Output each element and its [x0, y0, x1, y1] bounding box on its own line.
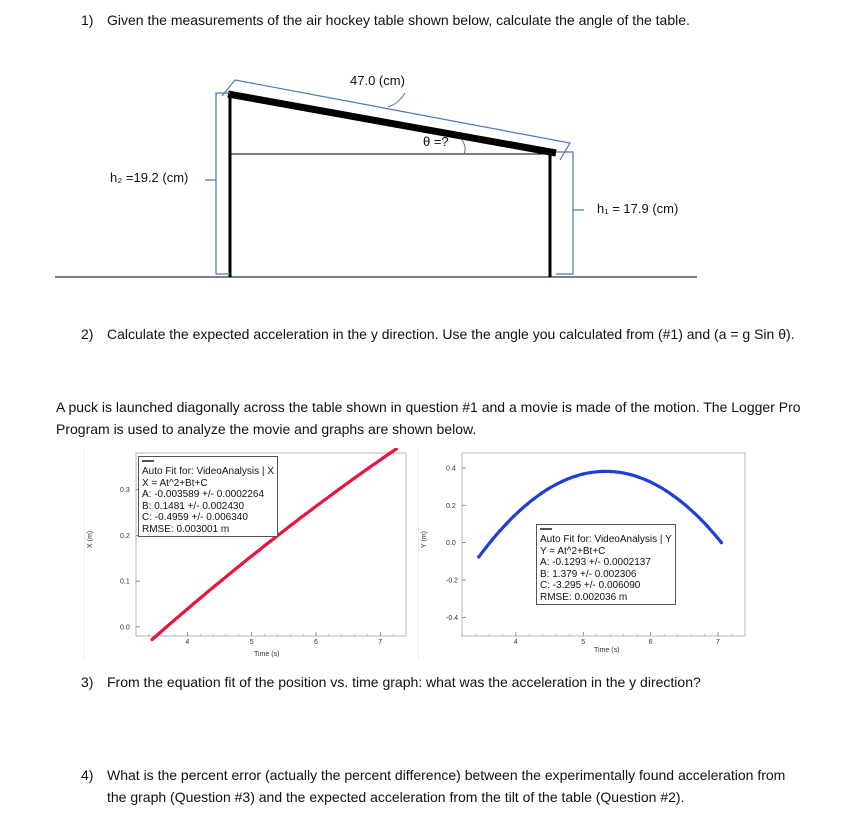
data-point [220, 579, 223, 582]
x-tick-label: 6 [648, 639, 653, 646]
y-tick-label: -0.2 [446, 577, 459, 585]
data-point [616, 471, 619, 474]
fit-c: C: -3.295 +/- 0.006090 [540, 580, 641, 591]
data-point [699, 518, 702, 521]
data-point [547, 487, 550, 490]
data-point [206, 590, 209, 593]
data-point [158, 632, 161, 635]
data-point [692, 511, 695, 514]
fit-equation: X = At^2+Bt+C [142, 477, 208, 489]
question-number: 4) [81, 767, 94, 783]
fit-equation: Y = At^2+Bt+C [540, 545, 606, 557]
y-tick-label: 0.0 [120, 624, 130, 632]
intro-line-1: A puck is launched diagonally across the table shown in question #1 and a movie is made of the motion. The Logger Pro [56, 399, 801, 415]
x-axis-label: Time (s) [594, 647, 620, 654]
data-point [304, 513, 307, 516]
data-point [644, 478, 647, 481]
data-point [623, 472, 626, 475]
y-tick-label: 0.2 [446, 502, 456, 510]
y-fit-box [536, 524, 676, 605]
fit-title: Auto Fit for: VideoAnalysis | Y [540, 534, 672, 545]
data-point [227, 573, 230, 576]
fit-title: Auto Fit for: VideoAnalysis | X [142, 466, 274, 477]
x-tick-label: 7 [378, 639, 383, 646]
y-tick-label: -0.4 [446, 614, 459, 622]
data-point [234, 567, 237, 570]
y-tick-label: 0.0 [446, 540, 456, 548]
data-point [367, 467, 370, 470]
fit-b: B: 0.1481 +/- 0.002430 [142, 500, 245, 512]
data-point [657, 485, 660, 488]
data-point [484, 546, 487, 549]
fit-rmse: RMSE: 0.003001 m [142, 523, 230, 535]
data-point [241, 562, 244, 565]
data-point [574, 475, 577, 478]
h2-brace [216, 93, 230, 274]
data-point [164, 626, 167, 629]
y-axis-label: X (m) [87, 530, 94, 548]
theta-arc [462, 140, 465, 154]
data-point [581, 473, 584, 476]
theta-label: θ =? [423, 134, 449, 149]
data-point [248, 556, 251, 559]
data-point [664, 489, 667, 492]
y-tick-label: 0.3 [120, 487, 130, 495]
table-diagram [0, 0, 866, 300]
intro-line-2: Program is used to analyze the movie and graphs are shown below. [56, 421, 477, 437]
x-tick-label: 4 [513, 639, 518, 646]
data-point [199, 596, 202, 599]
data-point [339, 487, 342, 490]
data-point [151, 638, 154, 641]
y-tick-label: 0.1 [120, 578, 130, 586]
data-point [602, 470, 605, 473]
data-point [720, 541, 723, 544]
data-point [311, 507, 314, 510]
data-point [381, 457, 384, 460]
data-point [318, 502, 321, 505]
x-tick-label: 5 [581, 639, 586, 646]
question-4 [81, 764, 851, 808]
data-point [651, 481, 654, 484]
length-label: 47.0 (cm) [350, 73, 405, 88]
question-number: 2) [81, 326, 94, 342]
data-point [609, 470, 612, 473]
data-point [706, 525, 709, 528]
data-point [360, 472, 363, 475]
data-point [388, 452, 391, 455]
data-point [192, 602, 195, 605]
data-point [262, 545, 265, 548]
x-tick-label: 5 [249, 639, 254, 646]
question-text-line-2: the graph (Question #3) and the expected acceleration from the tilt of the table (Question #2). [107, 789, 685, 805]
h1-label: h₁ = 17.9 (cm) [597, 201, 679, 216]
data-point [269, 539, 272, 542]
data-point [477, 555, 480, 558]
data-point [505, 522, 508, 525]
fit-rmse: RMSE: 0.002036 m [540, 591, 628, 603]
h2-label: h₂ =19.2 (cm) [110, 170, 189, 185]
x-tick-label: 7 [716, 639, 720, 646]
question-text [107, 764, 785, 808]
x-axis-label: Time (s) [254, 651, 280, 658]
question-text: Given the measurements of the air hockey table shown below, calculate the angle of the table. [107, 12, 690, 28]
fit-c: C: -0.4959 +/- 0.006340 [142, 512, 248, 523]
x-tick-label: 6 [314, 639, 318, 646]
data-point [567, 477, 570, 480]
question-text: Calculate the expected acceleration in the y direction. Use the angle you calculated from (#1) and (a = g Sin θ). [107, 326, 795, 342]
data-point [171, 620, 174, 623]
question-number: 1) [81, 12, 94, 28]
data-point [325, 497, 328, 500]
y-tick-label: 0.2 [120, 532, 130, 540]
data-point [512, 515, 515, 518]
data-point [498, 530, 501, 533]
question-text-line-1: What is the percent error (actually the percent difference) between the experimentally found acceleration from [107, 767, 786, 783]
data-point [560, 480, 563, 483]
data-point [595, 470, 598, 473]
table-top [228, 94, 556, 153]
data-point [526, 502, 529, 505]
data-point [554, 483, 557, 486]
data-point [519, 508, 522, 511]
data-point [713, 533, 716, 536]
fit-b: B: 1.379 +/- 0.002306 [540, 568, 637, 580]
data-point [290, 523, 293, 526]
data-point [332, 492, 335, 495]
question-text: From the equation fit of the position vs. time graph: what was the acceleration in the y direction? [107, 674, 701, 690]
data-point [685, 505, 688, 508]
intro-paragraph [56, 396, 846, 440]
data-point [630, 473, 633, 476]
data-point [178, 614, 181, 617]
fit-a: A: -0.1293 +/- 0.0002137 [540, 557, 651, 568]
data-point [540, 492, 543, 495]
data-point [533, 497, 536, 500]
question-number: 3) [81, 674, 94, 690]
data-point [255, 550, 258, 553]
data-point [671, 494, 674, 497]
data-point [353, 477, 356, 480]
y-tick-label: 0.4 [446, 465, 456, 473]
data-point [491, 538, 494, 541]
y-axis-label: Y (m) [421, 531, 428, 548]
fit-a: A: -0.003589 +/- 0.0002264 [142, 489, 265, 500]
x-fit-box [138, 456, 278, 537]
data-point [588, 471, 591, 474]
data-point [213, 584, 216, 587]
h1-brace [556, 152, 573, 274]
data-point [297, 518, 300, 521]
x-tick-label: 4 [185, 639, 190, 646]
data-point [637, 475, 640, 478]
data-point [346, 482, 349, 485]
data-point [283, 529, 286, 532]
data-point [185, 608, 188, 611]
data-point [678, 499, 681, 502]
data-point [374, 462, 377, 465]
